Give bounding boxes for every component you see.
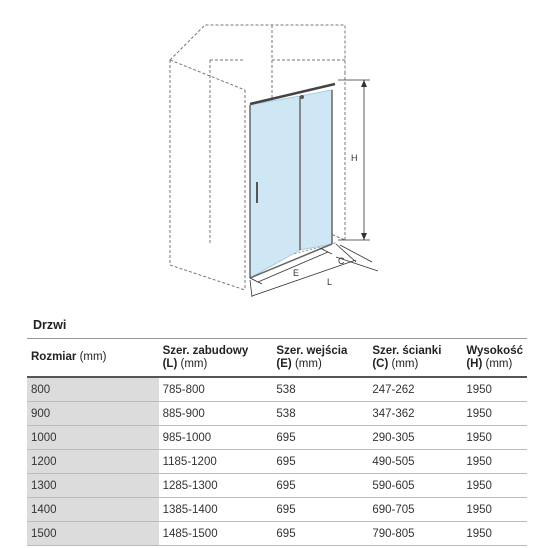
- cell-entry-width: 695: [272, 474, 368, 498]
- table-row: [27, 498, 527, 522]
- cell-entry-width: 695: [272, 450, 368, 474]
- cell-panel-width: 290-305: [368, 426, 462, 450]
- dim-label-e: E: [293, 268, 300, 278]
- cell-height: 1950: [462, 377, 527, 402]
- cell-entry-width: 695: [272, 498, 368, 522]
- cell-entry-width: 695: [272, 426, 368, 450]
- cell-entry-width: 538: [272, 377, 368, 402]
- cell-height: 1950: [462, 402, 527, 426]
- cell-build-width: 785-800: [159, 377, 273, 402]
- header-height: Wysokość (H) (mm): [462, 339, 527, 378]
- cell-entry-width: 538: [272, 402, 368, 426]
- cell-height: 1950: [462, 522, 527, 546]
- section-title: Drzwi: [33, 318, 67, 332]
- dim-label-c: C: [338, 256, 345, 266]
- cell-build-width: 885-900: [159, 402, 273, 426]
- dim-label-h: H: [351, 153, 358, 163]
- cell-height: 1950: [462, 498, 527, 522]
- cell-build-width: 1185-1200: [159, 450, 273, 474]
- cell-panel-width: 690-705: [368, 498, 462, 522]
- cell-size: 1500: [27, 522, 159, 546]
- cell-size: 1000: [27, 426, 159, 450]
- cell-height: 1950: [462, 426, 527, 450]
- table-row: [27, 426, 527, 450]
- cell-panel-width: 490-505: [368, 450, 462, 474]
- cell-size: 900: [27, 402, 159, 426]
- header-size: Rozmiar (mm): [27, 339, 159, 378]
- table-row: [27, 377, 527, 402]
- table-header-row: [27, 339, 527, 378]
- cell-size: 1200: [27, 450, 159, 474]
- cell-panel-width: 247-262: [368, 377, 462, 402]
- cell-entry-width: 695: [272, 522, 368, 546]
- table-row: [27, 450, 527, 474]
- header-entry-width: Szer. wejścia (E) (mm): [272, 339, 368, 378]
- cell-build-width: 1385-1400: [159, 498, 273, 522]
- cell-size: 1400: [27, 498, 159, 522]
- dimensions-table: [27, 338, 527, 546]
- cell-height: 1950: [462, 474, 527, 498]
- dim-label-l: L: [327, 277, 333, 287]
- cell-size: 1300: [27, 474, 159, 498]
- header-panel-width: Szer. ścianki (C) (mm): [368, 339, 462, 378]
- cell-build-width: 985-1000: [159, 426, 273, 450]
- cell-build-width: 1485-1500: [159, 522, 273, 546]
- cell-panel-width: 790-805: [368, 522, 462, 546]
- cell-size: 800: [27, 377, 159, 402]
- table-row: [27, 402, 527, 426]
- table-row: [27, 522, 527, 546]
- table-row: [27, 474, 527, 498]
- cell-panel-width: 590-605: [368, 474, 462, 498]
- cell-height: 1950: [462, 450, 527, 474]
- header-build-width: Szer. zabudowy (L) (mm): [159, 339, 273, 378]
- cell-build-width: 1285-1300: [159, 474, 273, 498]
- cell-panel-width: 347-362: [368, 402, 462, 426]
